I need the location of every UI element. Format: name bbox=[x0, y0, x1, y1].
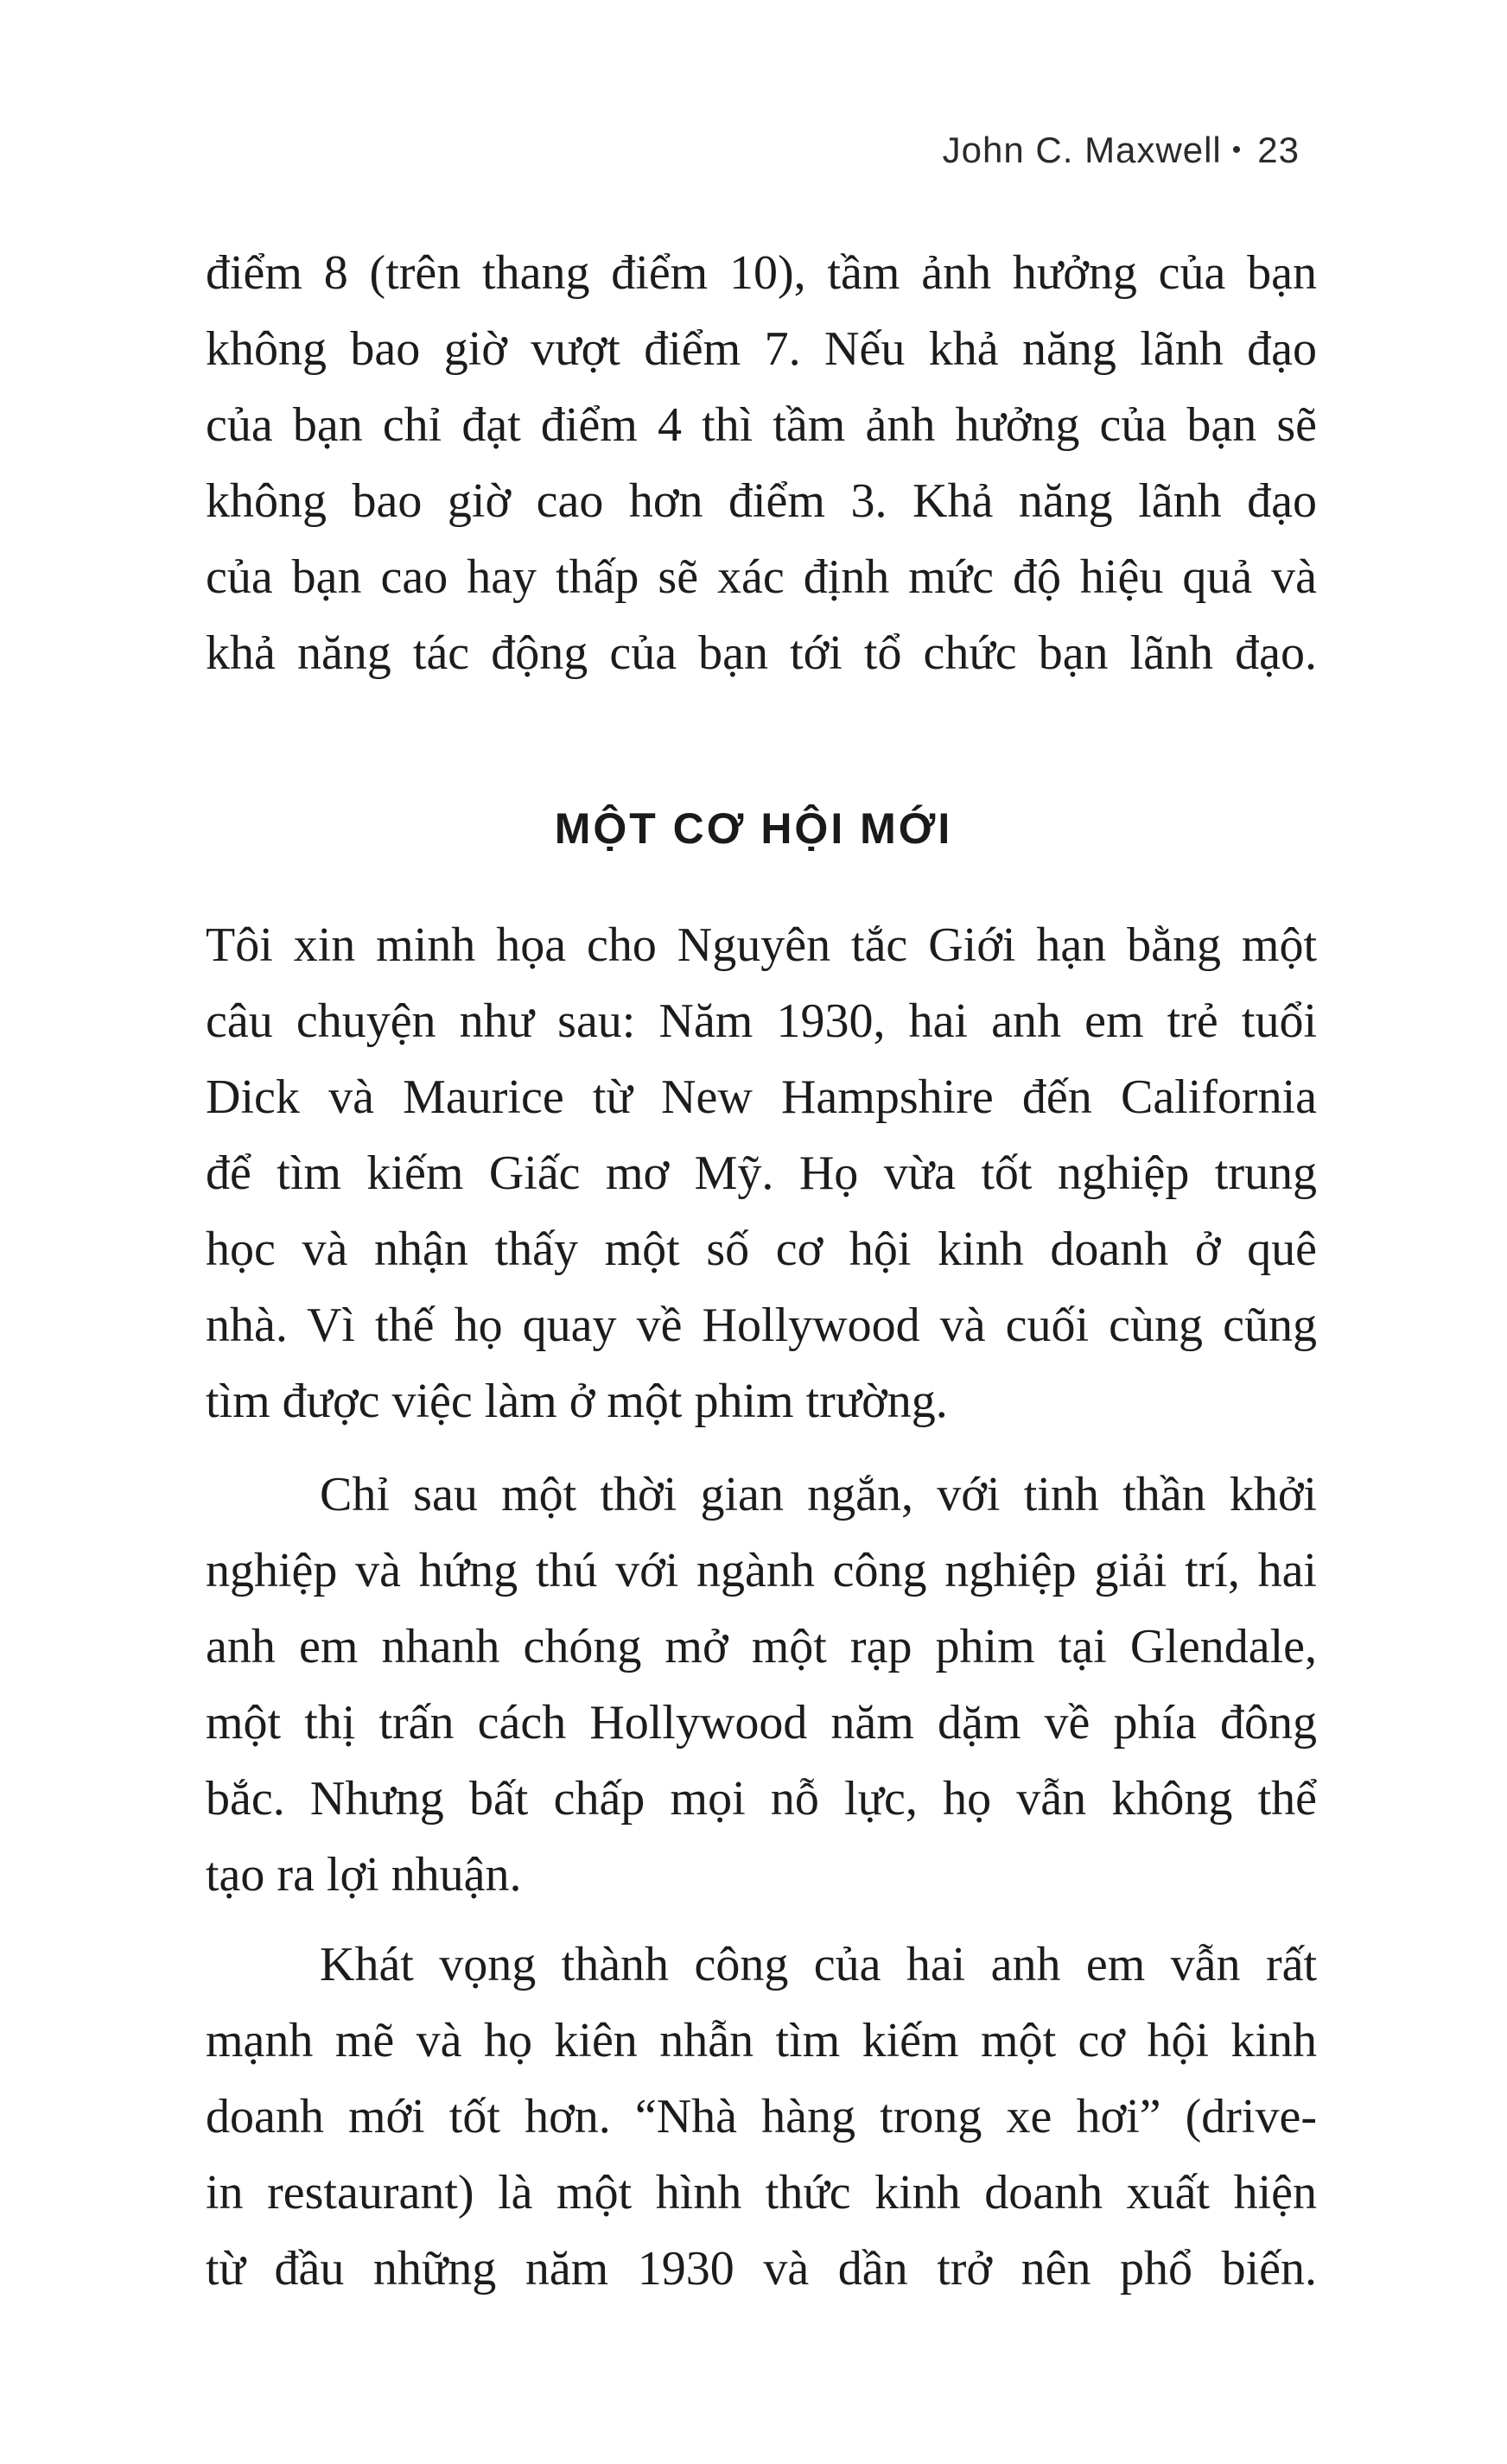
text-line: của bạn chỉ đạt điểm 4 thì tầm ảnh hưởng của bạn sẽ bbox=[206, 398, 1317, 452]
header-separator: • bbox=[1231, 136, 1243, 164]
text-line: mạnh mẽ và họ kiên nhẫn tìm kiếm một cơ hội kinh bbox=[206, 2014, 1317, 2067]
text-line: câu chuyện như sau: Năm 1930, hai anh em trẻ tuổi bbox=[206, 994, 1317, 1048]
paragraph-2 bbox=[206, 907, 1317, 1439]
text-line: Chỉ sau một thời gian ngắn, với tinh thần khởi bbox=[320, 1468, 1317, 1521]
text-line: từ đầu những năm 1930 và dần trở nên phổ biến. bbox=[206, 2242, 1317, 2296]
paragraph-3 bbox=[206, 1457, 1317, 1913]
text-line: Dick và Maurice từ New Hampshire đến California bbox=[206, 1070, 1317, 1124]
text-line: không bao giờ cao hơn điểm 3. Khả năng lãnh đạo bbox=[206, 474, 1317, 528]
text-line: Khát vọng thành công của hai anh em vẫn rất bbox=[320, 1938, 1317, 1991]
running-header bbox=[943, 130, 1300, 171]
text-line: in restaurant) là một hình thức kinh doanh xuất hiện bbox=[206, 2166, 1317, 2220]
section-heading: MỘT CƠ HỘI MỚI bbox=[554, 804, 953, 853]
text-line: một thị trấn cách Hollywood năm dặm về phía đông bbox=[206, 1696, 1317, 1750]
text-line: anh em nhanh chóng mở một rạp phim tại Glendale, bbox=[206, 1620, 1317, 1673]
text-line: để tìm kiếm Giấc mơ Mỹ. Họ vừa tốt nghiệp trung bbox=[206, 1146, 1317, 1200]
paragraph-4 bbox=[206, 1927, 1317, 2307]
text-line: tìm được việc làm ở một phim trường. bbox=[206, 1375, 948, 1428]
text-line: tạo ra lợi nhuận. bbox=[206, 1848, 522, 1902]
text-line: nhà. Vì thế họ quay về Hollywood và cuối cùng cũng bbox=[206, 1299, 1317, 1352]
text-line: bắc. Nhưng bất chấp mọi nỗ lực, họ vẫn không thể bbox=[206, 1772, 1317, 1826]
text-line: Tôi xin minh họa cho Nguyên tắc Giới hạn bằng một bbox=[206, 918, 1317, 972]
text-line: điểm 8 (trên thang điểm 10), tầm ảnh hưởng của bạn bbox=[206, 246, 1317, 300]
text-line: không bao giờ vượt điểm 7. Nếu khả năng lãnh đạo bbox=[206, 322, 1317, 376]
text-line: khả năng tác động của bạn tới tổ chức bạn lãnh đạo. bbox=[206, 626, 1317, 680]
header-author: John C. Maxwell bbox=[942, 130, 1222, 170]
text-line: doanh mới tốt hơn. “Nhà hàng trong xe hơi” (drive- bbox=[206, 2090, 1317, 2143]
paragraph-1 bbox=[206, 235, 1317, 691]
text-line: học và nhận thấy một số cơ hội kinh doanh ở quê bbox=[206, 1222, 1317, 1276]
text-line: nghiệp và hứng thú với ngành công nghiệp giải trí, hai bbox=[206, 1544, 1317, 1597]
text-line: của bạn cao hay thấp sẽ xác định mức độ hiệu quả và bbox=[206, 550, 1317, 604]
page-number: 23 bbox=[1257, 130, 1300, 170]
